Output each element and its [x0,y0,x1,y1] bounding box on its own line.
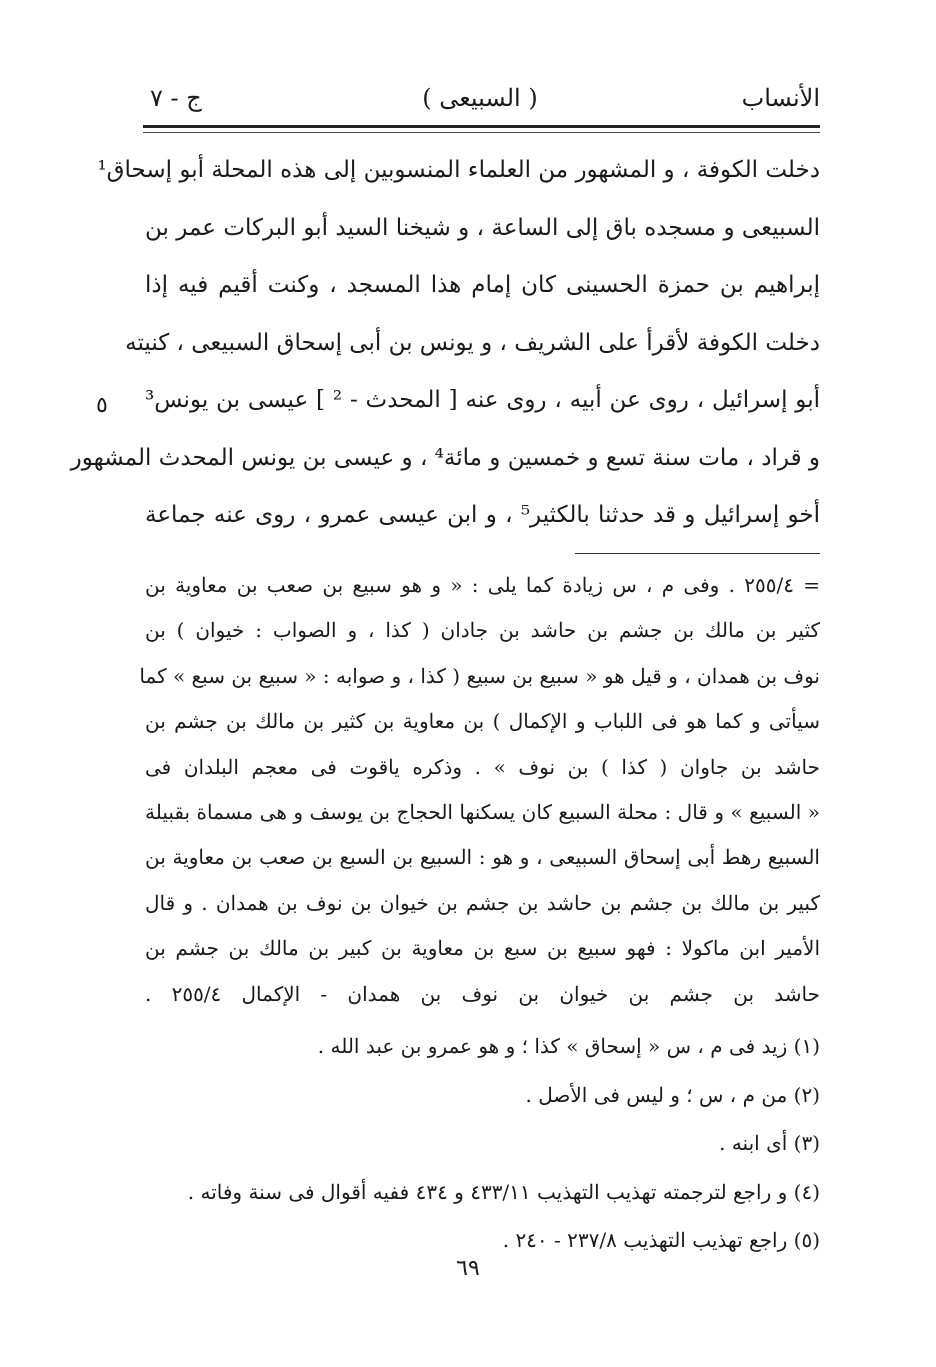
main-text [70,142,820,545]
header-rule [143,125,820,128]
footnote-5: (٥) راجع تهذيب التهذيب ٢٣٧/٨ - ٢٤٠ . [502,1228,820,1252]
note-line: « السبيع » و قال : محلة السبيع كان يسكنها الحجاج بن يوسف و هى مسماة بقبيلة [145,799,820,824]
footnote-1: (١) زيد فى م ، س « إسحاق » كذا ؛ و هو عمرو بن عبد الله . [317,1034,820,1058]
footnote-2: (٢) من م ، س ؛ و ليس فى الأصل . [525,1082,820,1107]
note-line: السبيع رهط أبى إسحاق السبيعى ، و هو : السبيع بن السبع بن صعب بن معاوية بن [145,845,820,870]
main-text-line: إبراهيم بن حمزة الحسينى كان إمام هذا المسجد ، وكنت أقيم فيه إذا [145,272,820,298]
main-text-line: السبيعى و مسجده باق إلى الساعة ، و شيخنا السيد أبو البركات عمر بن [145,214,820,241]
footnotes [145,1022,820,1265]
footnote-3: (٣) أى ابنه . [719,1131,820,1155]
header-entry-title: ( السبيعى ) [422,84,538,112]
header-book-title: الأنساب [741,84,820,112]
margin-line-number: ٥ [96,393,108,418]
header-volume: ج - ٧ [150,84,202,112]
note-line: الأمير ابن ماكولا : فهو سبيع بن سبع بن معاوية بن كبير بن مالك بن جشم بن [145,936,820,961]
footnote-separator [575,553,820,554]
note-line: نوف بن همدان ، و قيل هو « سبيع بن سبيع ( كذا ، و صوابه : « سبيع بن سبع » كما [139,663,820,688]
main-text-line: أخو إسرائيل و قد حدثنا بالكثير⁵ ، و ابن عيسى عمرو ، روى عنه جماعة [145,502,820,528]
header-rule-thin [143,132,820,133]
note-line: حاشد بن جشم بن خيوان بن نوف بن همدان - الإكمال ٢٥٥/٤ . [145,981,820,1006]
main-text-line: دخلت الكوفة ، و المشهور من العلماء المنسوبين إلى هذه المحلة أبو إسحاق¹ [97,157,820,183]
note-line: سيأتى و كما هو فى اللباب و الإكمال ) بن معاوية بن كثير بن مالك بن جشم بن [145,709,820,734]
running-header [140,84,820,124]
note-line: = ٢٥٥/٤ . وفى م ، س زيادة كما يلى : « و هو سبيع بن صعب بن معاوية بن [145,573,820,597]
page-number: ٦٩ [456,1256,480,1281]
footnote-continuation [139,563,820,1017]
main-text-line: أبو إسرائيل ، روى عن أبيه ، روى عنه [ المحدث - ² ] عيسى بن يونس³ [145,387,820,413]
note-line: كبير بن مالك بن جشم بن حاشد بن جشم بن خيوان بن نوف بن همدان . و قال [145,890,820,915]
note-line: كثير بن مالك بن جشم بن حاشد بن جادان ( كذا ، و الصواب : خيوان ) بن [145,618,820,643]
main-text-line: و قراد ، مات سنة تسع و خمسين و مائة⁴ ، و عيسى بن يونس المحدث المشهور [70,444,820,471]
footnote-4: (٤) و راجع لترجمته تهذيب التهذيب ٤٣٣/١١ و ٤٣٤ ففيه أقوال فى سنة وفاته . [187,1179,820,1204]
note-line: حاشد بن جاوان ( كذا ) بن نوف » . وذكره ياقوت فى معجم البلدان فى [145,754,820,779]
main-text-line: دخلت الكوفة لأقرأ على الشريف ، و يونس بن أبى إسحاق السبيعى ، كنيته [125,329,820,356]
